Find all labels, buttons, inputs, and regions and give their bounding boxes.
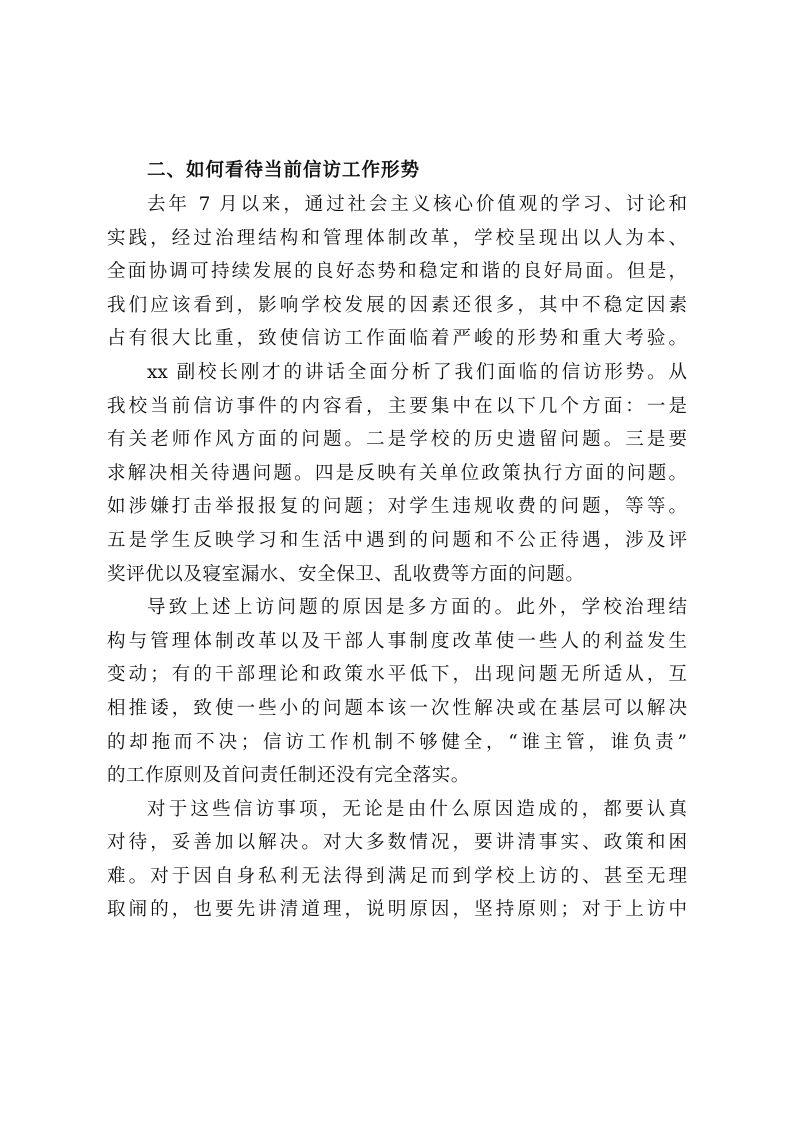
text-line: 相推诿，致使一些小的问题本该一次性解决或在基层可以解决 <box>107 697 687 719</box>
paragraph-4 <box>107 793 687 927</box>
text-line: 五是学生反映学习和生活中遇到的问题和不公正待遇，涉及评 <box>107 529 687 551</box>
text-line: 有关老师作风方面的问题。二是学校的历史遗留问题。三是要 <box>107 429 687 451</box>
text-line: 构与管理体制改革以及干部人事制度改革使一些人的利益发生 <box>107 630 687 652</box>
text-line: xx 副校长刚才的讲话全面分析了我们面临的信访形势。从 <box>147 361 687 383</box>
text-line: 的工作原则及首问责任制还没有完全落实。 <box>107 765 470 787</box>
text-line: 对待，妥善加以解决。对大多数情况，要讲清事实、政策和困 <box>107 832 687 854</box>
text-line: 去年 7 月以来，通过社会主义核心价值观的学习、讨论和 <box>147 194 687 215</box>
paragraph-1 <box>107 188 687 356</box>
text-line: 我校当前信访事件的内容看，主要集中在以下几个方面：一是 <box>107 395 687 417</box>
text-line: 奖评优以及寝室漏水、安全保卫、乱收费等方面的问题。 <box>107 563 585 585</box>
paragraph-2 <box>107 356 687 591</box>
text-line: 求解决相关待遇问题。四是反映有关单位政策执行方面的问题。 <box>107 462 687 484</box>
text-line: 如涉嫌打击举报报复的问题；对学生违规收费的问题，等等。 <box>107 496 687 518</box>
section-heading: 二、如何看待当前信访工作形势 <box>147 160 421 181</box>
text-line: 我们应该看到，影响学校发展的因素还很多，其中不稳定因素 <box>107 294 687 316</box>
text-line: 变动；有的干部理论和政策水平低下，出现问题无所适从，互 <box>107 664 687 686</box>
document-page <box>107 154 687 927</box>
text-line: 导致上述上访问题的原因是多方面的。此外，学校治理结 <box>147 597 687 619</box>
text-line: 对于这些信访事项，无论是由什么原因造成的，都要认真 <box>147 798 687 820</box>
paragraph-3 <box>107 591 687 793</box>
text-line: 全面协调可持续发展的良好态势和稳定和谐的良好局面。但是， <box>107 261 687 283</box>
text-line: 难。对于因自身私利无法得到满足而到学校上访的、甚至无理 <box>107 865 687 887</box>
text-line: 取闹的，也要先讲清道理，说明原因，坚持原则；对于上访中 <box>107 899 687 921</box>
text-line: 占有很大比重，致使信访工作面临着严峻的形势和重大考验。 <box>107 328 687 350</box>
text-line: 实践，经过治理结构和管理体制改革，学校呈现出以人为本、 <box>107 227 687 249</box>
text-line: 的却拖而不决；信访工作机制不够健全，“谁主管，谁负责” <box>107 731 687 753</box>
